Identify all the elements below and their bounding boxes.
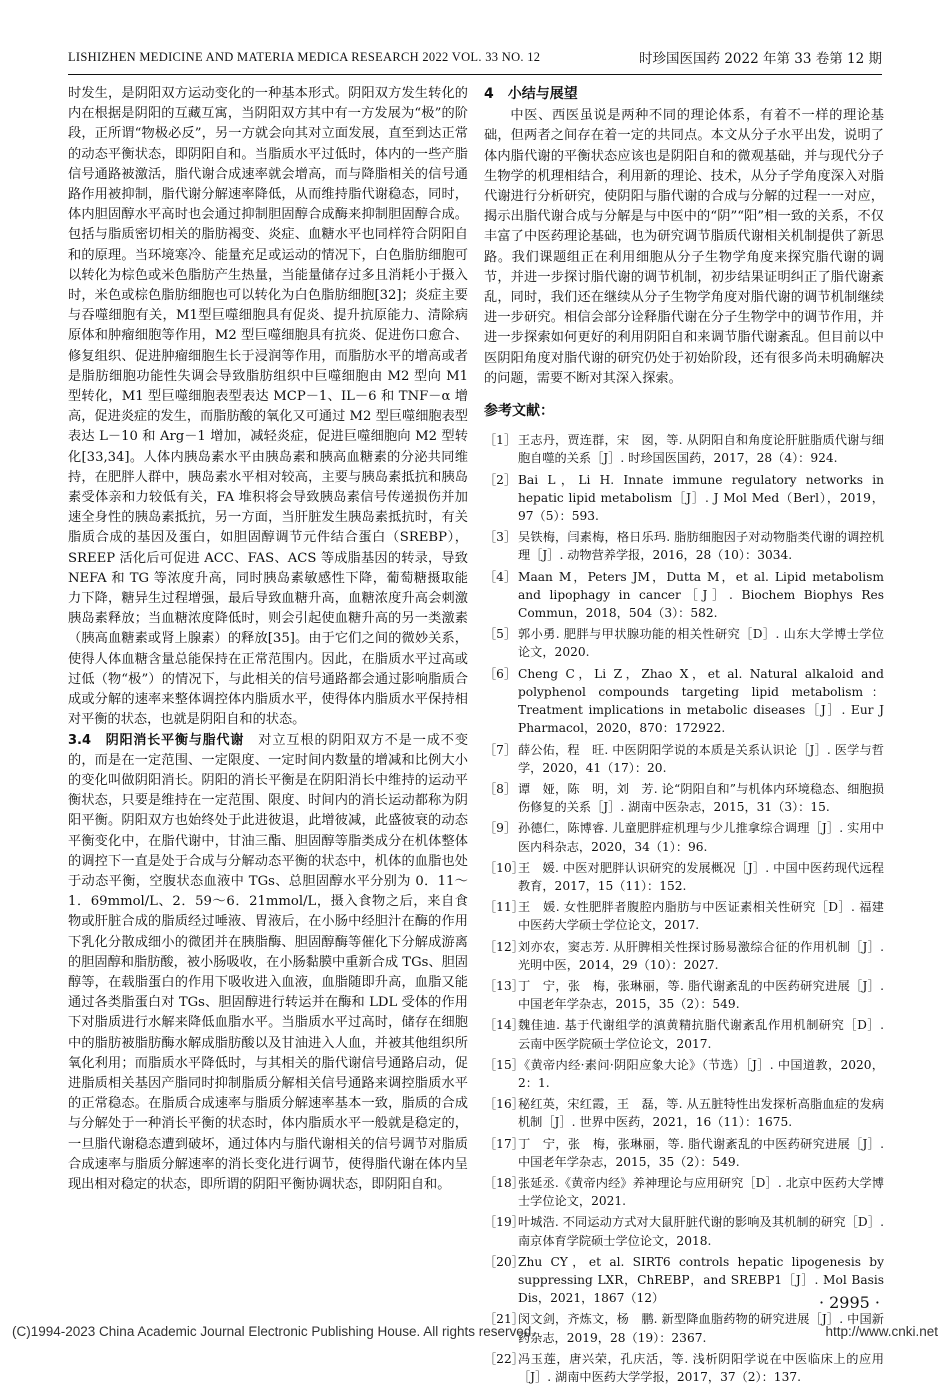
- reference-text: 魏佳迪. 基于代谢组学的滇黄精抗脂代谢紊乱作用机制研究［D］. 云南中医学院硕士学位论文，2017.: [518, 1018, 884, 1051]
- reference-item: [484, 1350, 884, 1386]
- reference-number: ［22］: [484, 1351, 524, 1366]
- reference-item: [484, 665, 884, 738]
- reference-text: 刘亦农，窦志芳. 从肝脾相关性探讨肠易激综合征的作用机制［J］. 光明中医，2014，29（10）：2027.: [518, 939, 884, 972]
- footer-url[interactable]: http://www.cnki.net: [825, 1323, 938, 1339]
- reference-text: 王 媛. 女性肥胖者腹腔内脂肪与中医证素相关性研究［D］. 福建中医药大学硕士学位论文，2017.: [518, 900, 884, 933]
- reference-item: [484, 1213, 884, 1249]
- reference-text: 郭小勇. 肥胖与甲状腺功能的相关性研究［D］. 山东大学博士学位论文，2020.: [518, 627, 884, 660]
- reference-number: ［4］: [484, 569, 517, 584]
- reference-item: [484, 938, 884, 974]
- reference-number: ［13］: [484, 978, 524, 993]
- reference-number: ［10］: [484, 860, 524, 875]
- reference-item: [484, 977, 884, 1013]
- reference-number: ［18］: [484, 1175, 524, 1190]
- reference-item: [484, 898, 884, 934]
- reference-number: ［20］: [484, 1254, 524, 1269]
- left-column: [68, 84, 468, 1195]
- reference-item: [484, 528, 884, 564]
- section-4-text: 中医、西医虽说是两种不同的理论体系，有着不一样的理论基础，但两者之间存在着一定的共同点。本文从分子水平出发，说明了体内脂代谢的平衡状态应该也是阴阳自和的微观基础，并与现代分子生物学的机理相结合，利用新的理论、技术，从分子学角度深入对脂代谢进行分析研究，使阴阳与脂代谢的合成与分解的过程一一对应，揭示出脂代谢合成与分解是与中医中的“阴”“阳”相一致的关系，不仅丰富了中医药理论基础，也为研究调节脂质代谢相关机制提供了新思路。我们课题组正在利用细胞从分子生物学角度来探究脂代谢的调节，并进一步探讨脂代谢的调节机制，初步结果证明纠正了脂代谢紊乱，同时，我们还在继续从分子生物学角度对脂代谢的调节机制继续进一步研究。相信会部分诠释脂代谢在分子生物学中的调节作用，并进一步探索如何更好的利用阴阳自和来调节脂代谢紊乱。但目前以中医阴阳角度对脂代谢的研究仍处于初始阶段，还有很多尚未明确解决的问题，需要不断对其深入探索。: [484, 108, 884, 386]
- reference-number: ［21］: [484, 1312, 524, 1327]
- reference-text: 冯玉莲，唐兴荣，孔庆活，等. 浅析阴阳学说在中医临床上的应用［J］. 湖南中医药大学学报，2017，37（2）：137.: [518, 1351, 884, 1384]
- reference-text: 丁 宁，张 梅，张琳丽，等. 脂代谢紊乱的中医药研究进展［J］. 中国老年学杂志，2015，35（2）：549.: [518, 978, 884, 1012]
- reference-number: ［3］: [484, 530, 517, 545]
- reference-text: 王志丹，贾连群，宋 囡，等. 从阴阳自和角度论肝脏脂质代谢与细胞自噬的关系［J］. 时珍国医国药，2017，28（4）：924.: [518, 433, 884, 466]
- section-3-4-text: 对立互根的阴阳双方不是一成不变的，而是在一定范围、一定限度、一定时间内数量的增减和比例大小的变化叫做阴阳消长。阴阳的消长平衡是在阴阳消长中维持的运动平衡状态，只要是维持在一定范围、限度、时间内的消长运动都称为阴阳平衡。阴阳双方也始终处于此进彼退，此增彼减，此盛彼衰的动态平衡变化中，在脂代谢中，甘油三酯、胆固醇等脂类成分在机体整体的调控下一直是处于合成与分解动态平衡的状态中，机体的血脂也处于动态平衡，空腹状态血液中 TGs、总胆固醇水平分别为 0．11～1．69mmol/L、2．59～6．21mmol/L，摄入食物之后，来自食物或肝脏合成的脂质经过唾液、胃液后，在小肠中经胆汁在酶的作用下乳化分散成细小的微团并在胰脂酶、胆固醇酶等催化下分解成游离的胆固醇和脂肪酸，被小肠吸收，在小肠黏膜中重新合成 TGs、胆固醇等，在载脂蛋白的作用下吸收进入血液，血脂随即升高，血脂又能通过各类脂蛋白对 TGs、胆固醇进行转运并在酶和 LDL 受体的作用下对脂质进行水解来降低血脂水平。当脂质水平过高时，储存在细胞中的脂肪被脂肪酶水解成脂肪酸以及甘油进入人血，并被其他组织所氧化利用；而脂质水平降低时，与其相关的脂代谢信号通路启动，促进脂质相关基因产脂同时抑制脂质分解相关信号通路来调控脂质水平的正常稳态。在脂质合成速率与脂质分解速率基本一致，脂质的合成与分解处于一种消长平衡的状态时，体内脂质水平一般就是稳定的，一旦脂代谢稳态遭到破坏，通过体内与脂代谢相关的信号调节对脂质合成速率与脂质分解速率的消长变化进行调节，使得脂代谢在体内呈现出相对稳定的状态，即所谓的阴阳平衡协调状态，即阴阳自和。: [68, 732, 469, 1192]
- reference-number: ［17］: [484, 1136, 524, 1151]
- reference-item: [484, 1135, 884, 1171]
- reference-number: ［19］: [484, 1215, 524, 1230]
- reference-text: Cheng C，Li Z，Zhao X，et al. Natural alkaloid and polyphenol compounds targeting lipid metabolism：Treatment implications in metabolic diseases［J］. Eur J Pharmacol，2020，870：172922.: [518, 666, 884, 736]
- reference-number: ［8］: [484, 781, 517, 796]
- reference-text: 吴铁梅，闫素梅，格日乐玛. 脂肪细胞因子对动物脂类代谢的调控机理［J］. 动物营养学报，2016，28（10）：3034.: [518, 530, 884, 563]
- reference-number: ［16］: [484, 1097, 524, 1112]
- reference-item: [484, 625, 884, 661]
- reference-item: [484, 1016, 884, 1052]
- reference-text: 《黄帝内经·素问·阴阳应象大论》（节选）［J］. 中国道教，2020，2：1.: [518, 1057, 884, 1090]
- reference-item: [484, 568, 884, 623]
- reference-text: 孙德仁，陈博睿. 儿童肥胖症机理与少儿推拿综合调理［J］. 实用中医内科杂志，2020，34（1）：96.: [518, 821, 884, 854]
- reference-number: ［2］: [484, 472, 517, 487]
- reference-text: 丁 宁，张 梅，张琳丽，等. 脂代谢紊乱的中医药研究进展［J］. 中国老年学杂志，2015，35（2）：549.: [518, 1136, 884, 1169]
- reference-text: Maan M，Peters JM，Dutta M，et al. Lipid metabolism and lipophagy in cancer［J］. Biochem Biophys Res Commun，2018，504（3）：582.: [518, 569, 884, 621]
- reference-text: 谭 娅，陈 明，刘 芳. 论“阴阳自和”与机体内环境稳态、细胞损伤修复的关系［J］. 湖南中医杂志，2015，31（3）：15.: [518, 781, 884, 815]
- reference-text: 秘红英，宋红霞，王 磊，等. 从五脏特性出发探析高脂血症的发病机制［J］. 世界中医药，2021，16（11）：1675.: [518, 1097, 884, 1130]
- reference-text: Zhu CY，et al. SIRT6 controls hepatic lipogenesis by suppressing LXR，ChREBP，and SREBP1［J］. Mol Basis Dis，2021，1867（12）: [518, 1254, 884, 1306]
- reference-item: [484, 819, 884, 855]
- body-paragraph: 时发生，是阴阳双方运动变化的一种基本形式。阴阳双方发生转化的内在根据是阴阳的互藏互寓，当阴阳双方其中有一方发展为“极”的阶段，正所谓“物极必反”，另一方就会向其对立面发展，直至到达正常的动态平衡状态，即阴阳自和。当脂质水平过低时，体内的一些产脂信号通路被激活，脂代谢合成速率就会增高，而与降脂相关的信号通路作用被抑制，脂代谢分解速率降低，从而维持脂代谢稳态，同时，体内胆固醇水平高时也会通过抑制胆固醇合成酶来抑制胆固醇合成。包括与脂质密切相关的脂肪褐变、炎症、血糖水平也同样符合阴阳自和的原理。当环境寒冷、能量充足或运动的情况下，白色脂肪细胞可以转化为棕色或米色脂肪产生热量，当能量储存过多且消耗小于摄入时，米色或棕色脂肪细胞也可以转化为白色脂肪细胞[32]；炎症主要与吞噬细胞有关，M1型巨噬细胞具有促炎、提升抗原能力、清除病原体和肿瘤细胞等作用，M2 型巨噬细胞具有抗炎、促进伤口愈合、修复组织、促进肿瘤细胞生长于浸润等作用，而脂肪水平的增高或者是脂肪细胞功能性失调会导致脂肪组织中巨噬细胞由 M2 型向 M1 型转化，M1 型巨噬细胞表型表达 MCP－1、IL－6 和 TNF－α 增高，促进炎症的发生，而脂肪酸的氧化又可通过 M2 型巨噬细胞表型表达 L－10 和 Arg－1 增加，减轻炎症，促进巨噬细胞向 M2 型转化[33,34]。人体内胰岛素水平由胰岛素和胰高血糖素的分泌共同维持，在肥胖人群中，胰岛素水平相对较高，主要与胰岛素抵抗和胰岛素受体亲和力较低有关，FA 堆积将会导致胰岛素信号传递损伤并加速全身性的胰岛素抵抗，另一方面，当肝脏发生胰岛素抵抗时，有关脂质合成的基因及蛋白，如胆固醇调节元件结合蛋白（SREBP），SREEP 活化后可促进 ACC、FAS、ACS 等成脂基因的转录，导致 NEFA 和 TG 等浓度升高，同时胰岛素敏感性下降，葡萄糖摄取能力下降，糖异生过程增强，最后导致血糖升高，血糖浓度升高会刺激胰岛素释放；当血糖浓度降低时，则会引起使血糖升高的另一类激素（胰高血糖素或肾上腺素）的释放[35]。由于它们之间的微妙关系，使得人体血糖含量总能保持在正常范围内。因此，在脂质水平过高或过低（物“极”）的情况下，与此相关的信号通路都会通过影响脂质合成或分解的速率来整体调控体内脂质水平，使得体内脂质水平保持相对平衡的状态，也就是阴阳自和的状态。: [68, 86, 468, 728]
- references-title: 参考文献：: [484, 403, 554, 420]
- journal-name-cn: 时珍国医国药 2022 年第 33 卷第 12 期: [639, 51, 882, 67]
- reference-text: 叶城浩. 不同运动方式对大鼠肝脏代谢的影响及其机制的研究［D］. 南京体育学院硕士学位论文，2018.: [518, 1215, 884, 1248]
- running-header: [68, 40, 882, 75]
- reference-text: 闵文剑，齐炼文，杨 鹏. 新型降血脂药物的研究进展［J］. 中国新药杂志，2019，28（19）：2367.: [518, 1312, 884, 1345]
- reference-number: ［9］: [484, 821, 517, 836]
- reference-number: ［12］: [484, 939, 524, 954]
- reference-number: ［7］: [484, 742, 517, 757]
- reference-item: [484, 471, 884, 526]
- reference-text: Bai L，Li H. Innate immune regulatory networks in hepatic lipid metabolism［J］. J Mol Med（Berl），2019，97（5）：593.: [518, 472, 884, 524]
- reference-item: [484, 859, 884, 895]
- page-number: · 2995 ·: [818, 1293, 880, 1312]
- section-3-4-title: 3.4 阴阳消长平衡与脂代谢: [68, 732, 245, 748]
- reference-number: ［14］: [484, 1018, 524, 1033]
- reference-item: [484, 1056, 884, 1092]
- reference-item: [484, 741, 884, 777]
- reference-number: ［1］: [484, 433, 517, 448]
- reference-number: ［5］: [484, 627, 517, 642]
- reference-text: 薛公佑，程 旺. 中医阴阳学说的本质是关系认识论［J］. 医学与哲学，2020，41（17）：20.: [518, 742, 884, 775]
- reference-list: [484, 431, 884, 1386]
- right-column: [484, 84, 884, 1389]
- reference-number: ［11］: [484, 900, 524, 915]
- copyright-notice: (C)1994-2023 China Academic Journal Electronic Publishing House. All rights reserved.: [12, 1323, 536, 1339]
- footer: [0, 1318, 950, 1344]
- reference-number: ［15］: [484, 1057, 524, 1072]
- reference-item: [484, 780, 884, 816]
- journal-name-en: LISHIZHEN MEDICINE AND MATERIA MEDICA RESEARCH 2022 VOL. 33 NO. 12: [68, 49, 541, 64]
- section-3-4: [68, 731, 468, 1196]
- reference-number: ［6］: [484, 666, 517, 681]
- reference-item: [484, 1095, 884, 1131]
- reference-item: [484, 431, 884, 467]
- reference-text: 张延丞.《黄帝内经》养神理论与应用研究［D］. 北京中医药大学博士学位论文，2021.: [518, 1175, 884, 1209]
- section-4-title: 4 小结与展望: [484, 86, 578, 102]
- reference-text: 王 媛. 中医对肥胖认识研究的发展概况［J］. 中国中医药现代远程教育，2017，15（11）：152.: [518, 860, 884, 893]
- reference-item: [484, 1174, 884, 1210]
